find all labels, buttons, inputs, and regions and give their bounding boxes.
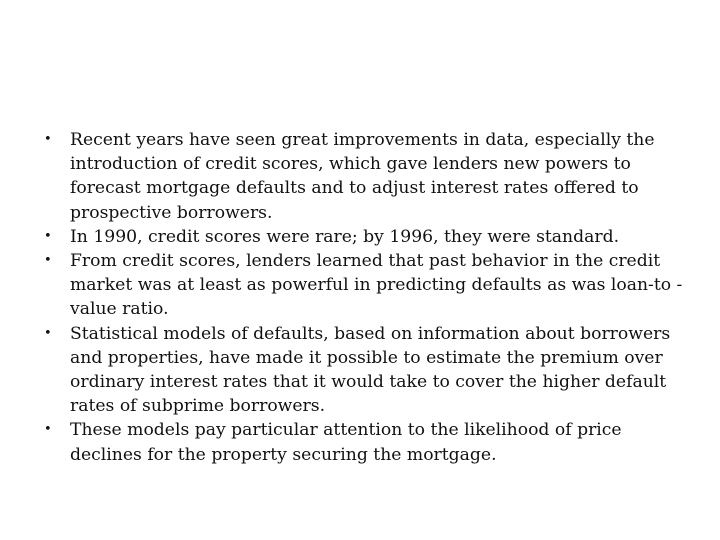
bullet-icon: • (44, 132, 52, 147)
bullet-icon: • (44, 422, 52, 438)
bullet-text: These models pay particular attention to the likelihood of price declines for the property securing the mortgage. (70, 420, 622, 465)
bullet-item (44, 249, 694, 322)
bullet-list (44, 128, 694, 467)
bullet-icon: • (44, 325, 52, 341)
bullet-text: From credit scores, lenders learned that past behavior in the credit market was at least as powerful in predicting defaults as was loan-to -value ratio. (70, 251, 683, 320)
bullet-item (44, 418, 694, 466)
bullet-text: In 1990, credit scores were rare; by 1996, they were standard. (70, 226, 620, 247)
bullet-item (44, 322, 694, 419)
bullet-item (44, 225, 694, 249)
bullet-text: Recent years have seen great improvements in data, especially the introduction of credit scores, which gave lenders new powers to forecast mortgage defaults and to adjust interest rates offered to prospective borrowers. (70, 130, 655, 223)
bullet-item (44, 128, 694, 225)
bullet-icon: • (44, 228, 52, 244)
bullet-icon: • (44, 253, 52, 269)
bullet-text: Statistical models of defaults, based on information about borrowers and properties, have made it possible to estimate the premium over ordinary interest rates that it would take to cover the higher default rates of subprime borrowers. (70, 323, 671, 417)
